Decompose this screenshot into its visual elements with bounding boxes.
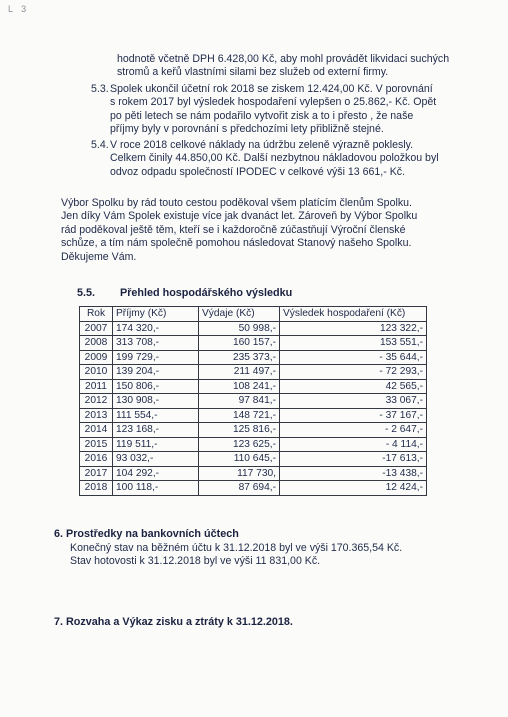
cell-result: - 4 114,- (280, 437, 427, 452)
cell-income: 139 204,- (113, 365, 199, 380)
cell-year: 2014 (80, 423, 113, 438)
cell-expenses: 235 373,- (199, 350, 280, 365)
cell-income: 130 908,- (113, 394, 199, 409)
table-row (80, 466, 427, 481)
cell-result: -17 613,- (280, 452, 427, 467)
text-line: schůze, a tím nám společně pomohou následovat Stanový našeho Spolku. (61, 237, 412, 250)
cell-income: 111 554,- (113, 408, 199, 423)
cell-result: - 2 647,- (280, 423, 427, 438)
column-header-income: Příjmy (Kč) (113, 307, 199, 322)
corner-mark: L 3 (8, 4, 30, 14)
section-6-paragraph (70, 542, 402, 569)
text-line: s rokem 2017 byl výsledek hospodaření vylepšen o 25.862,- Kč. Opět (110, 96, 437, 109)
text-line: Spolek ukončil účetní rok 2018 se ziskem 12.424,00 Kč. V porovnání (110, 83, 433, 95)
column-header-expenses: Výdaje (Kč) (199, 307, 280, 322)
cell-income: 104 292,- (113, 466, 199, 481)
cell-year: 2015 (80, 437, 113, 452)
column-header-year: Rok (80, 307, 113, 322)
text-line: příjmy byly v porovnání s předchozími lety přibližně stejné. (110, 123, 384, 136)
text-line: po pěti letech se nám podařilo vytvořit zisk a to i přesto , že naše (110, 109, 414, 122)
cell-income: 100 118,- (113, 481, 199, 496)
cell-year: 2018 (80, 481, 113, 496)
cell-income: 93 032,- (113, 452, 199, 467)
text-line: Stav hotovosti k 31.12.2018 byl ve výši 11 831,00 Kč. (70, 555, 321, 568)
cell-income: 123 168,- (113, 423, 199, 438)
cell-year: 2010 (80, 365, 113, 380)
cell-expenses: 123 625,- (199, 437, 280, 452)
cell-result: 153 551,- (280, 336, 427, 351)
text-line: stromů a keřů vlastními silami bez služeb od externí firmy. (117, 66, 389, 79)
text-line: hodnotě včetně DPH 6.428,00 Kč, aby mohl provádět likvidaci suchých (117, 53, 450, 65)
cell-year: 2013 (80, 408, 113, 423)
table-row (80, 365, 427, 380)
section-number-5-5: 5.5. (77, 287, 96, 299)
cell-income: 119 511,- (113, 437, 199, 452)
cell-year: 2009 (80, 350, 113, 365)
cell-income: 313 708,- (113, 336, 199, 351)
cell-expenses: 148 721,- (199, 408, 280, 423)
cell-year: 2016 (80, 452, 113, 467)
table-row (80, 408, 427, 423)
table-row (80, 437, 427, 452)
cell-result: 33 067,- (280, 394, 427, 409)
table-row (80, 350, 427, 365)
cell-expenses: 160 157,- (199, 336, 280, 351)
cell-expenses: 117 730, (199, 466, 280, 481)
cell-result: - 72 293,- (280, 365, 427, 380)
cell-expenses: 211 497,- (199, 365, 280, 380)
text-line: Děkujeme Vám. (61, 250, 137, 263)
column-header-result: Výsledek hospodaření (Kč) (280, 307, 427, 322)
text-line: rád poděkoval ještě těm, kteří se i každoročně zúčastňují Výroční členské (61, 223, 406, 236)
text-line: Konečný stav na běžném účtu k 31.12.2018 byl ve výši 170.365,54 Kč. (70, 542, 403, 554)
cell-income: 150 806,- (113, 379, 199, 394)
table-row (80, 379, 427, 394)
table-row (80, 394, 427, 409)
section-number-5-4: 5.4. (91, 139, 109, 151)
cell-year: 2017 (80, 466, 113, 481)
cell-income: 199 729,- (113, 350, 199, 365)
cell-result: - 37 167,- (280, 408, 427, 423)
table-row (80, 452, 427, 467)
cell-result: -13 438,- (280, 466, 427, 481)
table-row (80, 423, 427, 438)
cell-year: 2012 (80, 394, 113, 409)
cell-expenses: 110 645,- (199, 452, 280, 467)
cell-result: - 35 644,- (280, 350, 427, 365)
cell-result: 42 565,- (280, 379, 427, 394)
text-line: Jen díky Vám Spolek existuje více jak dvanáct let. Zároveň by Výbor Spolku (61, 210, 418, 223)
section-number-5-3: 5.3. (91, 83, 109, 95)
section-6-title: 6. Prostředky na bankovních účtech (54, 528, 239, 540)
text-line: Výbor Spolku by rád touto cestou poděkoval všem platícím členům Spolku. (61, 197, 412, 209)
cell-year: 2008 (80, 336, 113, 351)
text-line: odvoz odpadu společností IPODEC v celkové výši 13 661,- Kč. (110, 165, 406, 178)
results-table (79, 306, 427, 496)
text-line: Celkem činily 44.850,00 Kč. Další nezbytnou nákladovou položkou byl (110, 152, 439, 165)
table-header-row (80, 307, 427, 322)
thanks-paragraph (61, 197, 417, 264)
table-row (80, 336, 427, 351)
intro-paragraph (117, 53, 449, 80)
table-row (80, 321, 427, 336)
cell-income: 174 320,- (113, 321, 199, 336)
cell-expenses: 87 694,- (199, 481, 280, 496)
section-7-title: 7. Rozvaha a Výkaz zisku a ztráty k 31.12.2018. (54, 616, 293, 628)
cell-result: 12 424,- (280, 481, 427, 496)
table-row (80, 481, 427, 496)
section-5-5-title: Přehled hospodářského výsledku (120, 287, 293, 299)
cell-expenses: 125 816,- (199, 423, 280, 438)
cell-year: 2007 (80, 321, 113, 336)
cell-expenses: 97 841,- (199, 394, 280, 409)
cell-expenses: 50 998,- (199, 321, 280, 336)
section-5-3-paragraph (110, 83, 436, 137)
cell-year: 2011 (80, 379, 113, 394)
section-5-4-paragraph (110, 139, 439, 179)
text-line: V roce 2018 celkové náklady na údržbu zeleně výrazně poklesly. (110, 139, 414, 151)
cell-expenses: 108 241,- (199, 379, 280, 394)
cell-result: 123 322,- (280, 321, 427, 336)
